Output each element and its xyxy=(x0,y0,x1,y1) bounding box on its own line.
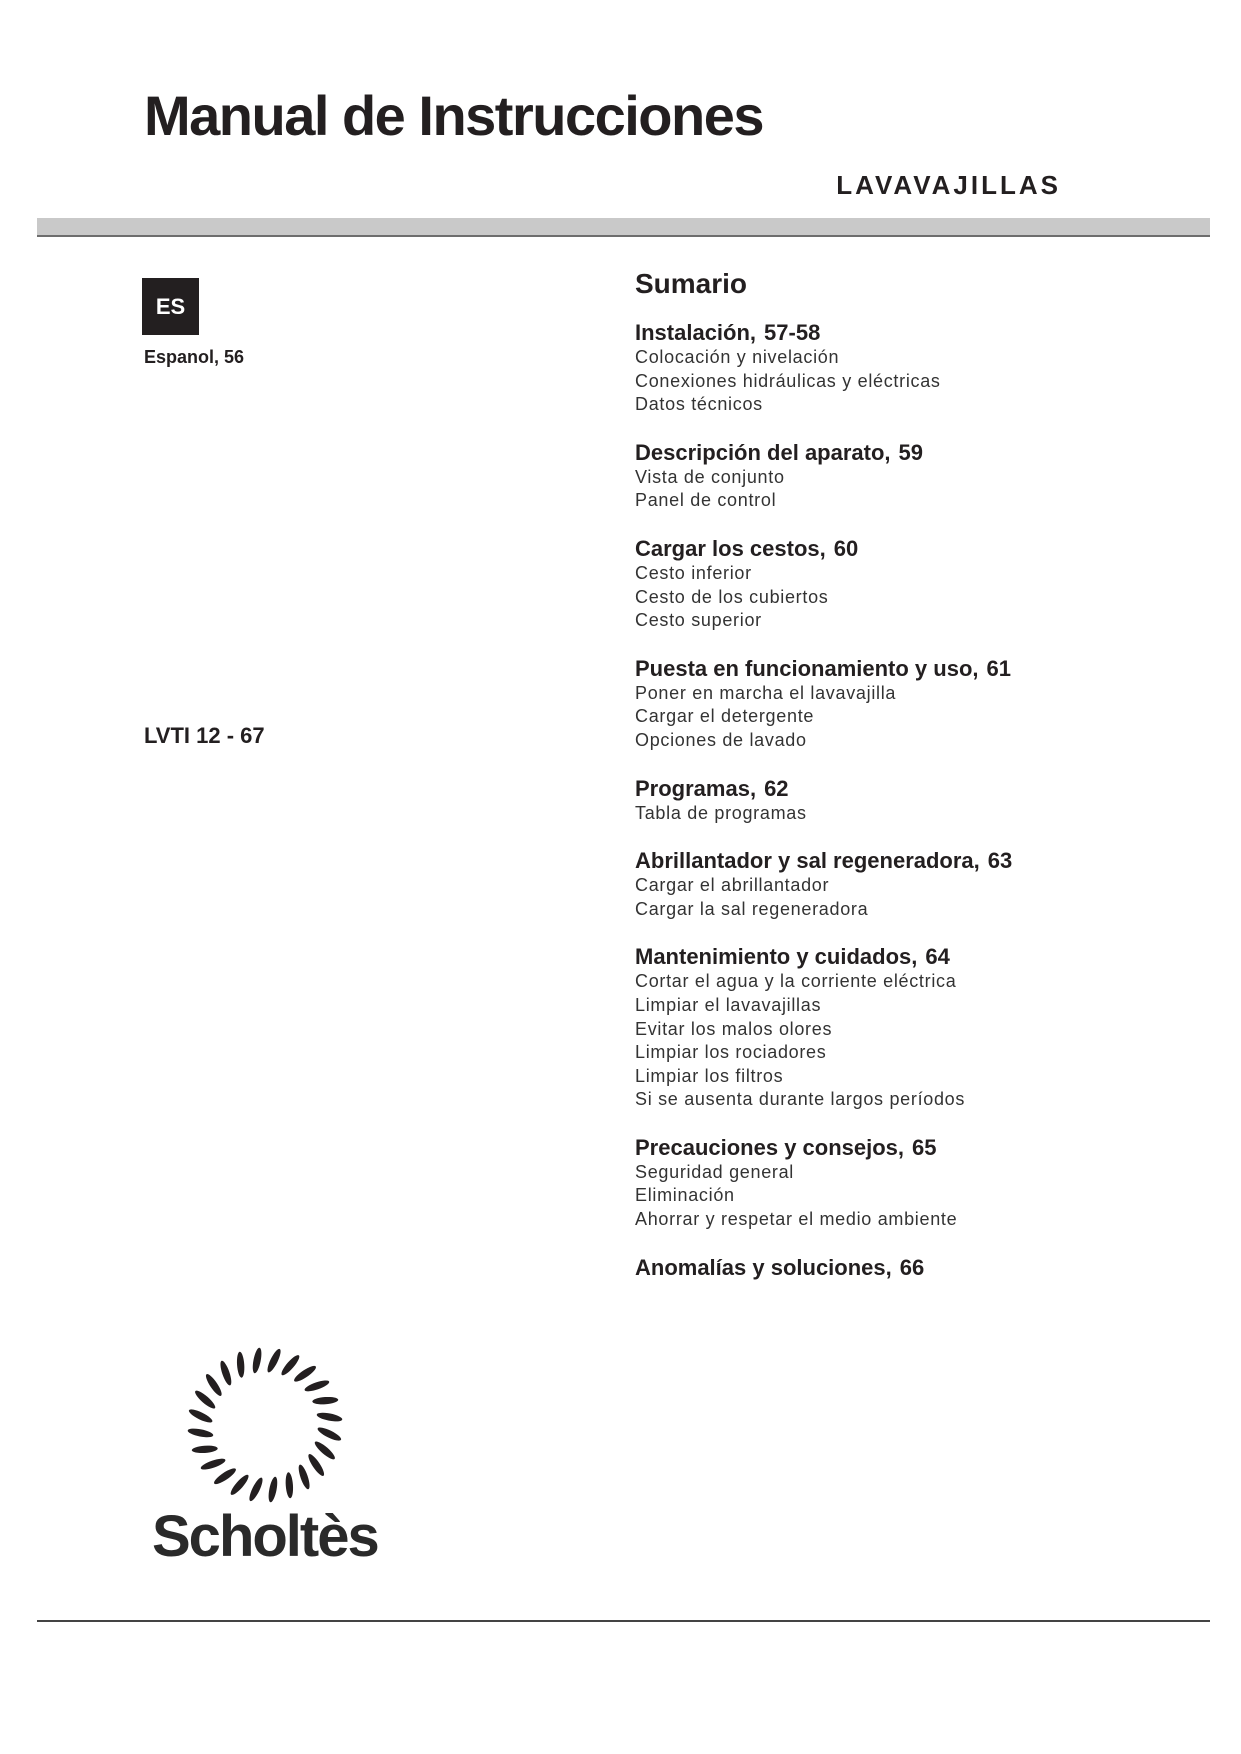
toc-section xyxy=(635,848,1195,921)
toc-section-title: Puesta en funcionamiento y uso, xyxy=(635,655,979,681)
toc-section xyxy=(635,440,1195,513)
toc-section-heading xyxy=(635,944,1195,970)
toc-section xyxy=(635,656,1195,753)
logo-ray xyxy=(285,1472,294,1498)
toc-section xyxy=(635,1135,1195,1232)
logo-ray xyxy=(192,1445,218,1454)
toc-subitem: Cesto inferior xyxy=(635,562,752,583)
toc-subitem: Cargar el abrillantador xyxy=(635,875,830,896)
toc-section-title: Precauciones y consejos, xyxy=(635,1134,905,1160)
document-title: Manual de Instrucciones xyxy=(144,84,763,147)
toc-subitem: Cargar el detergente xyxy=(635,706,815,727)
toc-section-heading xyxy=(635,1135,1195,1161)
toc-subitem: Limpiar los rociadores xyxy=(635,1042,827,1063)
toc-subitem: Conexiones hidráulicas y eléctricas xyxy=(635,370,941,391)
toc-subitem: Cargar la sal regeneradora xyxy=(635,898,869,919)
toc-section xyxy=(635,320,1195,417)
header-divider-band xyxy=(37,218,1210,237)
footer-divider xyxy=(37,1620,1210,1622)
sun-rays-logo-icon xyxy=(175,1335,355,1515)
toc-section-page: 65 xyxy=(912,1134,937,1160)
toc-subitem: Evitar los malos olores xyxy=(635,1018,833,1039)
logo-ray xyxy=(236,1352,245,1378)
toc-section-page: 62 xyxy=(764,775,789,801)
toc-subitem: Opciones de lavado xyxy=(635,729,807,750)
brand-logo-text: Scholtès xyxy=(152,1504,378,1569)
logo-ray xyxy=(267,1476,279,1503)
toc-section-title: Mantenimiento y cuidados, xyxy=(635,944,918,970)
logo-ray xyxy=(279,1353,301,1377)
logo-ray xyxy=(204,1372,225,1398)
toc-section-title: Programas, xyxy=(635,775,757,801)
toc-subitem: Limpiar los filtros xyxy=(635,1065,784,1086)
product-category: LAVAVAJILLAS xyxy=(836,170,1061,200)
logo-ray xyxy=(312,1396,338,1405)
toc-section xyxy=(635,944,1195,1112)
toc-subitem: Limpiar el lavavajillas xyxy=(635,994,822,1015)
logo-ray xyxy=(292,1364,318,1385)
toc-section-heading xyxy=(635,440,1195,466)
language-label: Espanol, 56 xyxy=(144,347,245,367)
toc-subitem: Ahorrar y respetar el medio ambiente xyxy=(635,1209,958,1230)
toc-title: Sumario xyxy=(635,268,748,299)
table-of-contents xyxy=(635,268,1195,1304)
toc-subitem: Vista de conjunto xyxy=(635,466,785,487)
toc-section-title: Cargar los cestos, xyxy=(635,535,826,561)
toc-sections xyxy=(635,320,1195,1281)
logo-ray xyxy=(296,1463,311,1490)
toc-section-page: 57-58 xyxy=(764,320,821,345)
toc-section-page: 59 xyxy=(898,439,924,465)
logo-ray xyxy=(313,1439,337,1461)
toc-section-heading xyxy=(635,536,1195,562)
toc-section-page: 63 xyxy=(987,848,1013,874)
toc-section-heading xyxy=(635,848,1195,874)
logo-ray xyxy=(193,1388,217,1410)
toc-section-title: Descripción del aparato, xyxy=(635,439,891,465)
toc-section xyxy=(635,776,1195,826)
toc-section-page: 61 xyxy=(986,655,1011,681)
logo-ray xyxy=(316,1425,343,1443)
logo-ray xyxy=(228,1473,250,1497)
toc-section xyxy=(635,536,1195,633)
toc-section-page: 66 xyxy=(899,1254,925,1280)
logo-ray xyxy=(187,1407,214,1425)
toc-section-heading xyxy=(635,656,1195,682)
toc-section-heading xyxy=(635,776,1195,802)
logo-ray xyxy=(247,1476,265,1503)
toc-subitem: Colocación y nivelación xyxy=(635,347,840,367)
toc-subitem: Cesto superior xyxy=(635,610,762,631)
toc-section-title: Instalación, xyxy=(635,320,757,345)
toc-section-title: Anomalías y soluciones, xyxy=(635,1254,892,1280)
logo-ray xyxy=(212,1466,238,1487)
toc-section-heading xyxy=(635,320,1195,346)
language-badge: ES xyxy=(142,278,199,335)
toc-subitem: Si se ausenta durante largos períodos xyxy=(635,1089,966,1110)
model-number: LVTI 12 - 67 xyxy=(144,723,265,748)
logo-ray xyxy=(218,1360,233,1387)
toc-section-page: 60 xyxy=(833,535,859,561)
logo-ray xyxy=(316,1411,343,1423)
toc-subitem: Cortar el agua y la corriente eléctrica xyxy=(635,971,957,992)
logo-ray xyxy=(187,1427,214,1439)
logo-ray xyxy=(306,1452,327,1478)
toc-subitem: Cesto de los cubiertos xyxy=(635,586,829,607)
logo-ray xyxy=(303,1378,330,1393)
toc-subitem: Tabla de programas xyxy=(635,802,807,823)
toc-section-page: 64 xyxy=(925,944,950,970)
toc-subitem: Datos técnicos xyxy=(635,394,763,415)
toc-section xyxy=(635,1255,1195,1281)
logo-ray xyxy=(251,1347,263,1374)
toc-subitem: Seguridad general xyxy=(635,1161,795,1182)
toc-section-title: Abrillantador y sal regeneradora, xyxy=(635,848,980,874)
logo-ray xyxy=(200,1456,227,1471)
toc-subitem: Panel de control xyxy=(635,490,777,511)
toc-section-heading xyxy=(635,1255,1195,1281)
toc-subitem: Eliminación xyxy=(635,1185,735,1206)
toc-subitem: Poner en marcha el lavavajilla xyxy=(635,682,897,703)
logo-ray xyxy=(265,1347,283,1374)
